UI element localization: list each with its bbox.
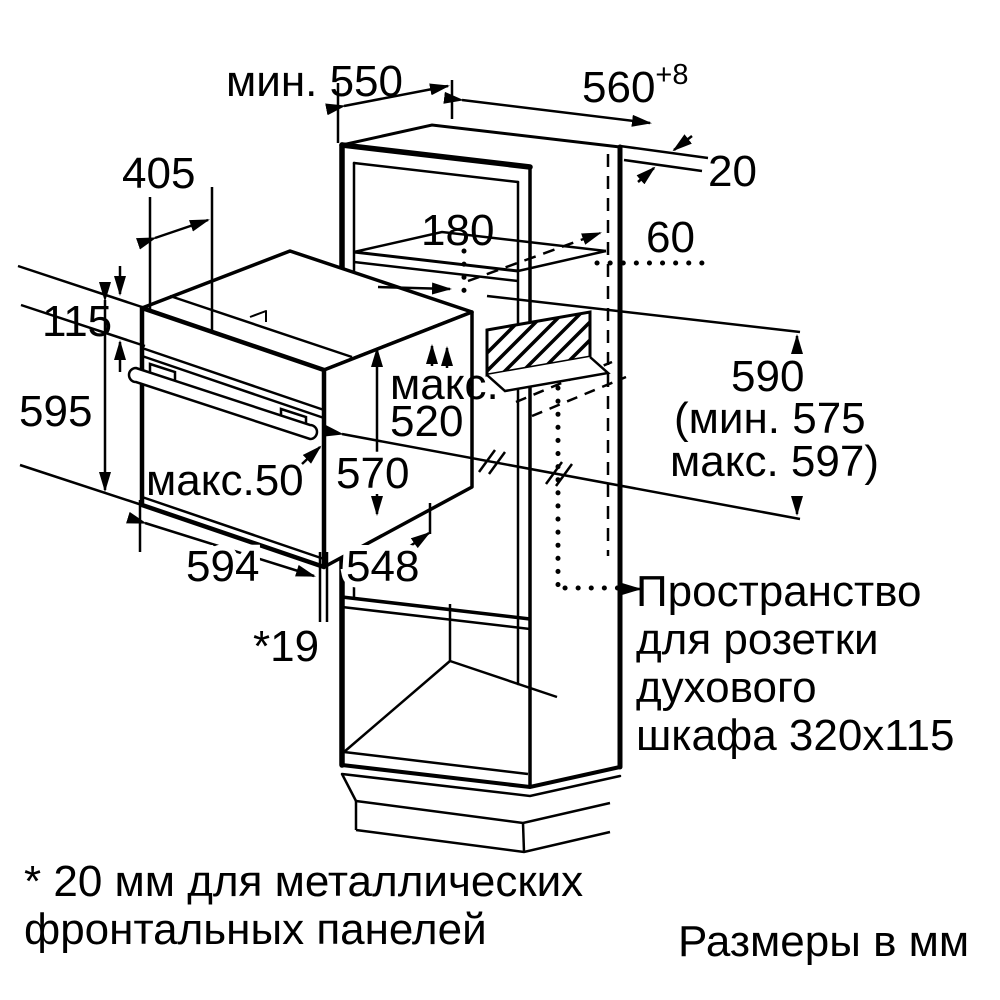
dim-60-label: 60 [646, 213, 695, 262]
dim-590-min-label: (мин. 575 [674, 394, 866, 443]
footnote [24, 857, 583, 954]
dim-max520-label-1: макс. [390, 360, 499, 409]
dim-min550-label: мин. 550 [226, 57, 403, 106]
dim-19-label: *19 [253, 622, 320, 671]
footnote-line2: фронтальных панелей [24, 905, 487, 954]
socket-note-line3: духового [636, 663, 817, 712]
cabinet-plinth [342, 774, 610, 852]
dim-20-label: 20 [708, 147, 757, 196]
socket-note [636, 567, 954, 760]
dim-max50-label: макс.50 [146, 456, 304, 505]
dim-590-label: 590 [731, 352, 805, 401]
socket-note-line2: для розетки [636, 615, 879, 664]
socket-note-line1: Пространство [636, 567, 922, 616]
dim-595-label: 595 [19, 387, 93, 436]
dim-570-label: 570 [336, 449, 410, 498]
footnote-line1: * 20 мм для металлических [24, 857, 584, 906]
units-note: Размеры в мм [678, 917, 970, 966]
dotted-reference-lines [464, 251, 707, 588]
dim-405-label: 405 [122, 149, 196, 198]
dim-20 [620, 136, 708, 182]
cabinet-niche-floor [342, 597, 530, 629]
dim-180-label: 180 [421, 206, 495, 255]
dim-594-label: 594 [186, 542, 260, 591]
dim-548-label: 548 [346, 542, 420, 591]
dim-560-label: $560^{+8}$ [582, 59, 689, 112]
dim-590-max-label: макс. 597) [670, 437, 879, 486]
socket-note-line4: шкафа 320x115 [636, 711, 955, 760]
dim-115-label: 115 [42, 297, 113, 346]
dim-max520-label-2: 520 [390, 397, 464, 446]
